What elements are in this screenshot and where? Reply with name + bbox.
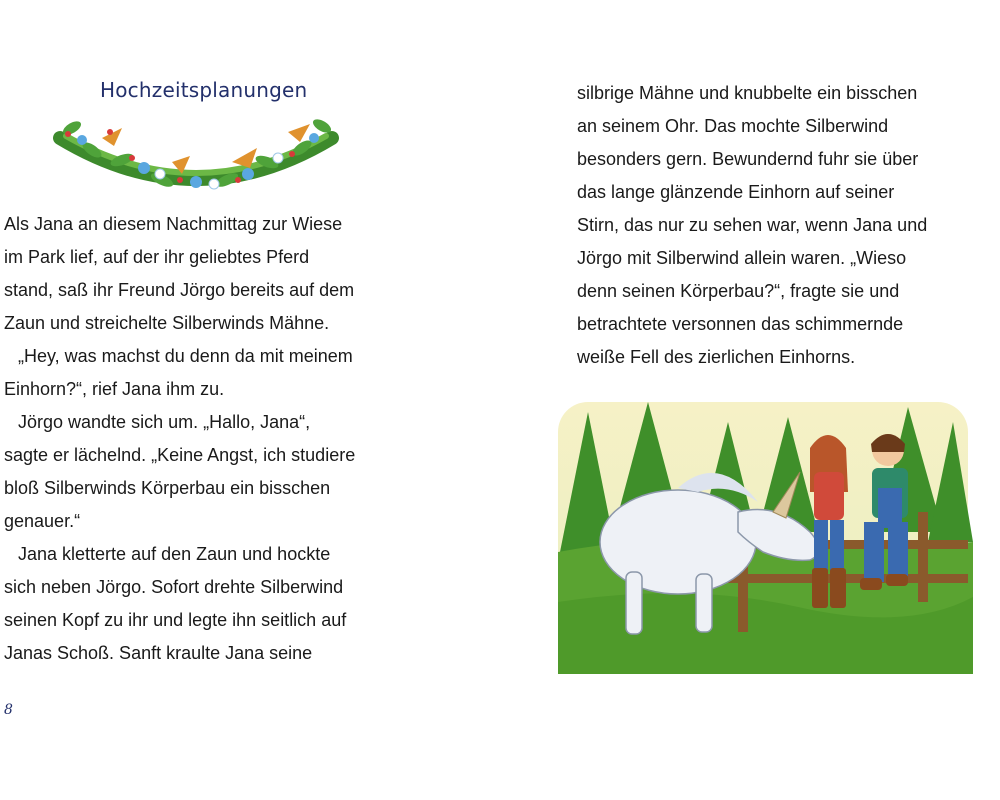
right-column (577, 77, 927, 374)
left-column (4, 208, 355, 670)
page-number: 8 (4, 702, 13, 718)
text-line: genauer.“ (4, 511, 81, 531)
text-line: im Park lief, auf der ihr geliebtes Pferd (4, 247, 310, 267)
text-line: besonders gern. Bewundernd fuhr sie über (577, 149, 919, 169)
text-line: sagte er lächelnd. „Keine Angst, ich studiere (4, 445, 356, 465)
text-line: Stirn, das nur zu sehen war, wenn Jana und (577, 215, 928, 235)
text-line: weiße Fell des zierlichen Einhorns. (577, 347, 856, 367)
text-line: Jörgo mit Silberwind allein waren. „Wieso (577, 248, 907, 268)
text-line: Einhorn?“, rief Jana ihm zu. (4, 379, 225, 399)
text-line: an seinem Ohr. Das mochte Silberwind (577, 116, 889, 136)
text-line: Zaun und streichelte Silberwinds Mähne. (4, 313, 330, 333)
text-line: denn seinen Körperbau?“, fragte sie und (577, 281, 900, 301)
text-line: das lange glänzende Einhorn auf seiner (577, 182, 895, 202)
text-line: silbrige Mähne und knubbelte ein bisschen (577, 83, 918, 103)
text-line: betrachtete versonnen das schimmernde (577, 314, 904, 334)
text-line: seinen Kopf zu ihr und legte ihn seitlich auf (4, 610, 347, 630)
text-line: bloß Silberwinds Körperbau ein bisschen (4, 478, 331, 498)
flower-garland-icon (52, 110, 340, 202)
text-line: Jana kletterte auf den Zaun und hockte (18, 544, 331, 564)
chapter-title: Hochzeitsplanungen (100, 78, 308, 102)
text-line: sich neben Jörgo. Sofort drehte Silberwind (4, 577, 344, 597)
text-line: stand, saß ihr Freund Jörgo bereits auf dem (4, 280, 355, 300)
text-line: Als Jana an diesem Nachmittag zur Wiese (4, 214, 343, 234)
text-line: „Hey, was machst du denn da mit meinem (18, 346, 353, 366)
text-line: Jörgo wandte sich um. „Hallo, Jana“, (18, 412, 311, 432)
text-line: Janas Schoß. Sanft kraulte Jana seine (4, 643, 313, 663)
unicorn-children-fence-illustration (548, 392, 978, 684)
